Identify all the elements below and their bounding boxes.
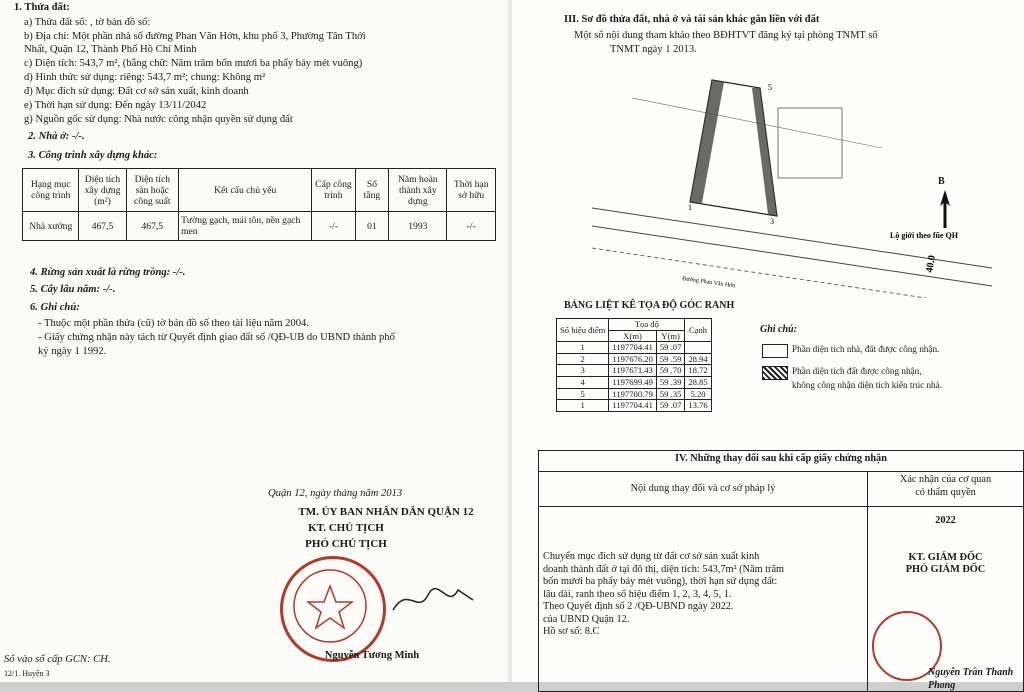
signature-title-2: KT. CHỦ TỊCH [308, 522, 384, 534]
corner-1-label: 1 [688, 203, 692, 212]
note-line-3: ký ngày 1 1992. [38, 346, 107, 357]
signature-title-r1: KT. GIÁM ĐỐC [908, 551, 983, 563]
table-header: Diện tích sàn hoặc công suất [126, 169, 179, 212]
corner-5-label: 5 [768, 83, 772, 92]
coord-cell: 1197671.43 [609, 365, 657, 377]
section-1-heading: 1. Thửa đất: [14, 2, 70, 13]
signer-name: Nguyễn Tương Minh [324, 650, 420, 661]
legend-item-2b: không công nhận diện tích kiến trúc nhà. [792, 380, 943, 390]
section-iii-sub-1: Một số nội dung tham khảo theo BĐHTVT đăng ký tại phòng TNMT số [574, 30, 878, 41]
section-3-heading: 3. Công trình xây dựng khác: [28, 150, 158, 161]
construction-table [22, 168, 496, 241]
registry-footer: 12/1. Huyện 3 [4, 669, 50, 678]
road-width-label: 40.0 [924, 254, 938, 274]
table-row [557, 376, 712, 388]
note-line-2: - Giấy chứng nhận này tách từ Quyết định giao đất số /QĐ-UB do UBND thành phố [38, 332, 395, 343]
coord-cell [685, 342, 711, 354]
section-6-notes: 6. Ghi chú: [30, 302, 80, 313]
table-row [557, 365, 712, 377]
table-header: Số tầng [355, 169, 389, 212]
coordinate-table [556, 318, 712, 412]
table-row [557, 353, 712, 365]
section-4-forest: 4. Rừng sản xuất là rừng trồng: -/-. [30, 267, 186, 278]
usage-form-line: d) Hình thức sử dụng: riêng: 543,7 m²; chung: Không m² [24, 72, 266, 83]
north-label: B [938, 176, 945, 187]
usage-origin-line: g) Nguồn gốc sử dụng: Nhà nước công nhận quyền sử dụng đất [24, 114, 293, 125]
coord-cell: 1197704.41 [609, 400, 657, 412]
coord-cell: 1 [557, 400, 609, 412]
coord-cell: 59 .70 [656, 365, 684, 377]
north-arrow-icon [938, 190, 952, 230]
change-line: doanh thành đất ở tại đô thị, diện tích: 543,7m² (Năm trăm [543, 563, 785, 575]
address-line-cont: Nhất, Quận 12, Thành Phố Hồ Chí Minh [24, 44, 197, 55]
coord-cell: 4 [557, 376, 609, 388]
usage-purpose-line: đ) Mục đích sử dụng: Đất cơ sở sản xuất, kinh doanh [24, 86, 249, 97]
legend-item-2a: Phần diện tích đất được công nhận, [792, 366, 922, 376]
parcel-map [592, 58, 1012, 298]
coord-cell: 5 [557, 388, 609, 400]
table-cell: 1993 [389, 212, 447, 241]
change-line: lâu dài, ranh theo số hiệu điểm 1, 2, 3, 4, 5, 1. [543, 588, 732, 600]
table-cell: 467,5 [79, 212, 126, 241]
signature-title-r2: PHÓ GIÁM ĐỐC [905, 564, 986, 575]
table-header: Năm hoàn thành xây dựng [389, 169, 447, 212]
signer-name-right: Nguyễn Trần Thanh Phong [928, 667, 1014, 691]
section-iv-heading: IV. Những thay đổi sau khi cấp giấy chứng nhận [539, 451, 1024, 472]
certificate-page-left [0, 0, 508, 682]
signature-title-1: TM. ỦY BAN NHÂN DÂN QUẬN 12 [298, 506, 474, 518]
coord-cell: 28.85 [685, 376, 711, 388]
confirmation-col-header [868, 472, 1024, 507]
street-label: Đường Phan Văn Hớn [681, 276, 736, 290]
confirm-header-line-1: Xác nhận của cơ quan [899, 474, 992, 485]
table-header: Kết cấu chủ yếu [179, 169, 312, 212]
table-header: Cấp công trình [312, 169, 355, 212]
coord-cell: 59 .35 [656, 388, 684, 400]
coord-cell: 1197676.20 [609, 353, 657, 365]
table-cell: 01 [355, 212, 389, 241]
confirmation-year: 2022 [935, 515, 956, 526]
stamp-icon [280, 556, 380, 656]
official-stamp [280, 556, 386, 662]
coord-cell: 59 .39 [656, 376, 684, 388]
coord-header-y: Y(m) [656, 330, 684, 342]
coord-cell: 59 .07 [656, 342, 684, 354]
table-row [557, 342, 712, 354]
coord-header-coords: Tọa độ [609, 319, 685, 331]
coord-cell: 18.72 [685, 365, 711, 377]
area-line: c) Diện tích: 543,7 m², (bằng chữ: Năm trăm bốn mươi ba phẩy bảy mét vuông) [24, 58, 363, 69]
change-line: của UBND Quận 12. [543, 613, 630, 625]
coord-cell: 1197704.41 [609, 342, 657, 354]
coord-cell: 5.20 [685, 388, 711, 400]
coord-cell: 1197700.79 [609, 388, 657, 400]
note-line-1: - Thuộc một phần thửa (cũ) tờ bản đồ số theo tài liệu năm 2004. [38, 318, 309, 329]
coord-cell: 28.94 [685, 353, 711, 365]
coord-cell: 3 [557, 365, 609, 377]
coord-header-x: X(m) [609, 330, 657, 342]
table-cell: Nhà xưởng [23, 212, 79, 241]
table-cell: -/- [312, 212, 355, 241]
table-row [557, 400, 712, 412]
changes-table [538, 450, 1024, 692]
section-5-trees: 5. Cây lâu năm: -/-. [30, 284, 116, 295]
table-header-row [23, 169, 496, 212]
coord-cell: 2 [557, 353, 609, 365]
coord-table-title: BẢNG LIỆT KÊ TỌA ĐỘ GÓC RANH [564, 300, 735, 311]
usage-term-line: e) Thời hạn sử dụng: Đến ngày 13/11/2042 [24, 100, 207, 111]
change-line: Hồ sơ số: 8.C [543, 626, 600, 637]
confirmation-cell [868, 507, 1024, 692]
coord-cell: 59 .59 [656, 353, 684, 365]
table-header: Hạng mục công trình [23, 169, 79, 212]
signature-title-3: PHÓ CHỦ TỊCH [305, 538, 387, 550]
table-cell: -/- [447, 212, 496, 241]
coord-cell: 13.76 [685, 400, 711, 412]
coord-header-point: Số hiệu điểm [557, 319, 609, 342]
table-row [23, 212, 496, 241]
legend-swatch-plain [762, 344, 788, 358]
change-line: Theo Quyết định số 2 /QĐ-UBND ngày 2022. [543, 601, 734, 612]
table-cell: Tường gạch, mái tôn, nền gạch men [179, 212, 312, 241]
coord-cell: 59 .07 [656, 400, 684, 412]
coord-cell: 1197699.49 [609, 376, 657, 388]
legend-swatch-hatched [762, 366, 788, 380]
section-iii-sub-2: TNMT ngày 1 2013. [610, 44, 697, 55]
registry-number: Số vào sổ cấp GCN: CH. [4, 654, 111, 665]
coord-header-edge: Cạnh [685, 319, 711, 342]
table-header: Diện tích xây dựng (m²) [79, 169, 126, 212]
coord-cell: 1 [557, 342, 609, 354]
section-iii-heading: III. Sơ đồ thửa đất, nhà ở và tài sản khác gắn liền với đất [564, 14, 820, 25]
table-cell: 467,5 [126, 212, 179, 241]
issue-date: Quận 12, ngày tháng năm 2013 [268, 488, 403, 499]
table-header: Thời hạn sở hữu [447, 169, 496, 212]
confirm-header-line-2: có thẩm quyền [915, 486, 976, 498]
road-label: Lộ giới theo fũe QH [890, 231, 958, 240]
change-line: Chuyển mục đích sử dụng từ đất cơ sở sản xuất kinh [543, 551, 760, 562]
address-line: b) Địa chỉ: Một phần nhà số đường Phan Văn Hớn, khu phố 3, Phường Tân Thới [24, 31, 366, 42]
change-content-cell [539, 507, 868, 692]
change-line: bốn mươi ba phẩy bảy mét vuông), thời hạn sử dụng đất: [543, 576, 778, 587]
legend-item-1: Phần diện tích nhà, đất được công nhận. [792, 344, 940, 354]
corner-3-label: 3 [770, 217, 774, 226]
legend-title: Ghi chú: [760, 324, 797, 335]
signature-scribble-icon [388, 580, 478, 620]
table-row [557, 388, 712, 400]
section-2-house: 2. Nhà ở: -/-. [28, 131, 85, 142]
parcel-number-line: a) Thửa đất số: , tờ bản đồ số: [24, 17, 151, 28]
changes-col-header: Nội dung thay đổi và cơ sở pháp lý [539, 472, 868, 507]
